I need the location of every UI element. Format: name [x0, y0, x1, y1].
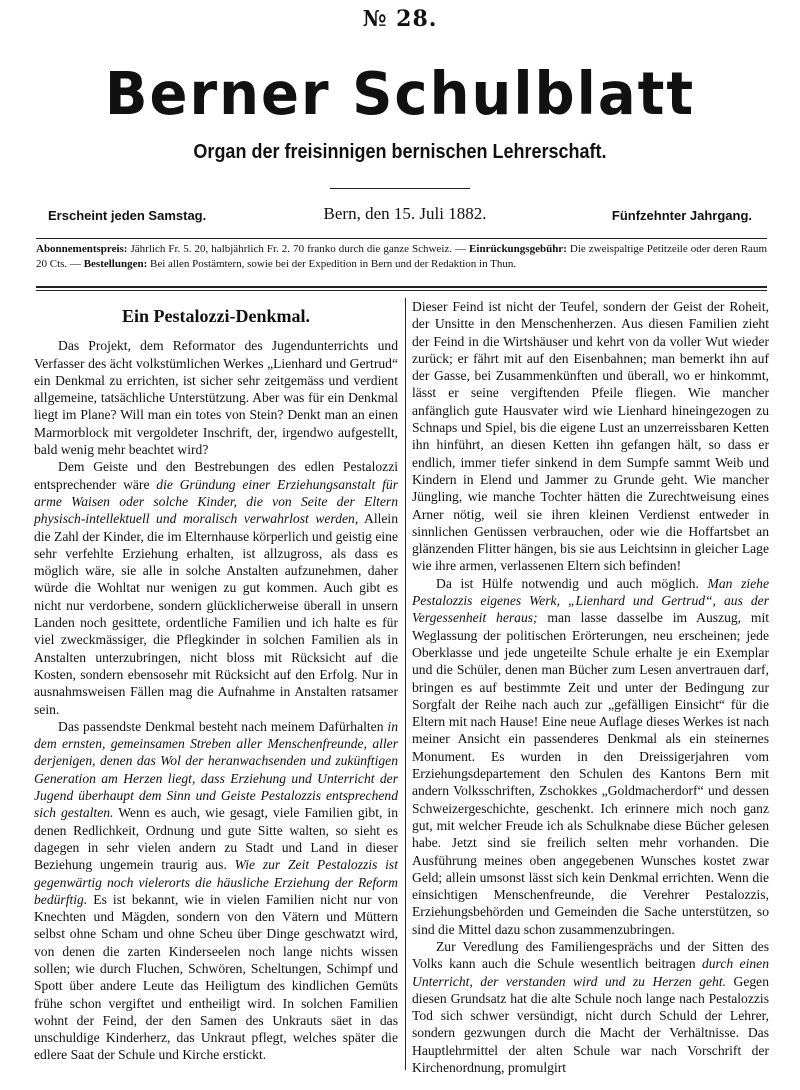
- orders-text: Bei allen Postämtern, sowie bei der Expedition in Bern und der Redaktion in Thun.: [147, 257, 517, 270]
- article-column-left: [34, 298, 398, 1064]
- divider: [36, 238, 767, 239]
- divider: [36, 286, 767, 288]
- advertising-text: Die zweispaltige Petitzeile oder deren Raum 20 Cts. —: [36, 243, 767, 270]
- article-paragraph: Das passendste Denkmal besteht nach meinem Dafürhalten in dem ernsten, gemeinsamen Streben aller Menschenfreunde, aller derjenigen, denen das Wol der heranwachsenden und zukünftigen Generation am Herzen liegt, dass Erziehung und Unterricht der Jugend überhaupt dem Sinn und Geiste Pestalozzis entsprechend sich gestalten. Wenn es auch, wie gesagt, viele Familien gibt, in denen Redlichkeit, Ordnung und gute Sitte walten, so sieht es dagegen in sehr vielen andern zu Stadt und Land in dieser Beziehung ungemein traurig aus. Wie zur Zeit Pestalozzis ist gegenwärtig noch vielerorts die häusliche Erziehung der Reform bedürftig. Es ist bekannt, wie in vielen Familien nicht nur von Knechten und Mägden, sondern von den Vätern und Müttern selbst ohne Scham und ohne Scheu über Dinge geschwatzt wird, von denen die zarten Kinderseelen noch lange nichts wissen sollen; wie durch Fluchen, Schwören, Scheltungen, Schimpf und Spott über andere Leute das Heiligtum des kindlichen Gemüts frühe schon vergiftet und entheiligt wird. In solchen Familien wohnt der Feind, der den Samen des Unkrauts säet in das unschuldige Kinderherz, das Unkraut pflegt, welches später die edlere Saat der Schule und Kirche erstickt.: [34, 718, 398, 1063]
- publication-frequency: Erscheint jeden Samstag.: [48, 208, 207, 223]
- divider: [36, 290, 767, 291]
- subscription-text: Jährlich Fr. 5. 20, halbjährlich Fr. 2. 70 franko durch die ganze Schweiz. —: [127, 243, 470, 255]
- column-divider: [405, 298, 406, 1070]
- article-paragraph: Dieser Feind ist nicht der Teufel, sondern der Geist der Roheit, der Unsitte in den Menschenherzen. Aus diesen Familien zieht der Feind in die Wirtshäuser und kehrt von da voller Wut wieder zurück; er fährt mit auf den Eisenbahnen; man bemerkt ihn auf der Gasse, bei Zusammenkünften und überall, wo er hinkommt, lässt er seine vergiftenden Pfeile fliegen. Wie mancher anfänglich gute Hausvater wird wie Lienhard hineingezogen zu Schnaps und Spiel, bis die eigene Lust an unzerreissbaren Ketten ihn hinführt, an diesen Ketten ihn gefangen hält, so dass er endlich, immer tiefer sinkend in dem Sumpfe sammt Weib und Kindern in Elend und Jammer zu Grunde geht. Wie mancher Jüngling, wie manche Tochter hätten die Zurechtweisung eines Arner nötig, weil sie ihren kleinen Verdienst entweder in sinnlichen Genüssen verbrauchen, oder wie die Hoffartsbet an glänzenden Flitter hängen, bis sie aus Leichtsinn in gleicher Lage wie ihre armen, verlassenen Eltern sich befinden!: [412, 299, 769, 574]
- article-paragraph: Dem Geiste und den Bestrebungen des edlen Pestalozzi entsprechender wäre die Gründung einer Erziehungsanstalt für arme Waisen oder solche Kinder, die von Seite der Eltern physisch-intellektuell und moralisch verwahrlost werden, Allein die Zahl der Kinder, die im Elternhause körperlich und geistig eine sehr verfehlte Erziehung erhalten, ist allzugross, als dass es möglich wäre, sie alle in solche Anstalten aufzunehmen, daher würde die Wohltat nur wenigen zu gut kommen. Auch gibt es nicht nur verdorbene, sondern glücklicherweise überall in unsern Landen noch gesittete, ordentliche Familien und ich halte es für viel zweckmässiger, die Pflegkinder in solchen Familien als in Anstalten unterzubringen, nicht bloss mit Rücksicht auf die Kosten, sondern ebensosehr mit Rücksicht auf den Erfolg. Nur in ausnahmsweisen Fällen mag die Aufnahme in Anstalten ratsamer sein.: [34, 459, 398, 717]
- subscription-label: Abonnementspreis:: [36, 243, 128, 255]
- article-paragraph: Zur Veredlung des Familiengesprächs und der Sitten des Volks kann auch die Schule wesentlich beitragen durch einen Unterricht, der verstanden wird und zu Herzen geht. Gegen diesen Grundsatz hat die alte Schule noch lange nach Pestalozzis Tod sich schwer versündigt, nicht durch Schuld der Lehrer, sondern gezwungen durch die Macht der Verhältnisse. Das Hauptlehrmittel der alten Schule war nach Vorschrift der Kirchenordnung, promulgirt: [412, 938, 769, 1076]
- article-paragraph: Das Projekt, dem Reformator des Jugendunterrichts und Verfasser des ächt volkstümlichen Werkes „Lienhard und Gertrud“ ein Denkmal zu errichten, ist sicher sehr zeitgemäss und verdient allgemeine, tatsächliche Unterstützung. Aber was für ein Denkmal liegt im Plane? Will man ein totes von Stein? Denkt man an einen Marmorblock mit vergoldeter Inschrift, der, irgendwo aufgestellt, bald wenig mehr beachtet wird?: [34, 338, 398, 458]
- place-date: Bern, den 15. Juli 1882.: [323, 204, 487, 223]
- masthead-title: Berner Schulblatt: [104, 60, 696, 129]
- article-column-right: [412, 298, 769, 1076]
- advertising-label: Einrückungsgebühr:: [469, 243, 567, 255]
- orders-label: Bestellungen:: [83, 257, 148, 270]
- volume-info: Fünfzehnter Jahrgang.: [611, 208, 752, 223]
- subscription-info: [36, 242, 767, 271]
- issue-number: № 28.: [362, 6, 438, 32]
- divider: [330, 188, 470, 189]
- masthead-subtitle: Organ der freisinnigen bernischen Lehrerschaft.: [193, 141, 607, 163]
- article-title: Ein Pestalozzi-Denkmal.: [122, 306, 310, 326]
- article-paragraph: Da ist Hülfe notwendig und auch möglich. Man ziehe Pestalozzis eigenes Werk, „Lienhard und Gertrud“, aus der Vergessenheit heraus; man lasse dasselbe im Auszug, mit Weglassung der politischen Erörterungen, neu erscheinen; jede Oberklasse und jede ungeteilte Schule erhalte je ein Exemplar und die Schüler, denen man Bücher zum Lesen anvertrauen darf, bringen es auf bestimmte Zeit und unter der Bedingung zur Sorgfalt der Reihe nach auch zur „gefälligen Einsicht“ für die Eltern mit nach Hause! Eine neue Auflage dieses Werkes ist nach meiner Ansicht ein passenderes Denkmal als ein steinernes Monument. Es wurden in den Dreissigerjahren vom Erziehungsdepartement den Schulen des Kantons Bern mit andern Volksschriften, Zschokkes „Goldmacherdorf“ und dessen Schweizergeschichte, geschenkt. Ich erinnere mich noch ganz gut, mit welcher Freude ich als Schulknabe diese Bücher gelesen habe. Jetzt sind sie freilich selten mehr vorhanden. Die Ausführung meines oben angegebenen Wunsches kostet zwar Geld; allein umsonst lässt sich kein Denkmal errichten. Wenn die einsichtigen Menschenfreunde, die Verehrer Pestalozzis, Erziehungsbehörden und Gemeinden die Sache unterstützen, so sind die Mittel dazu schon zusammenzubringen.: [412, 575, 770, 937]
